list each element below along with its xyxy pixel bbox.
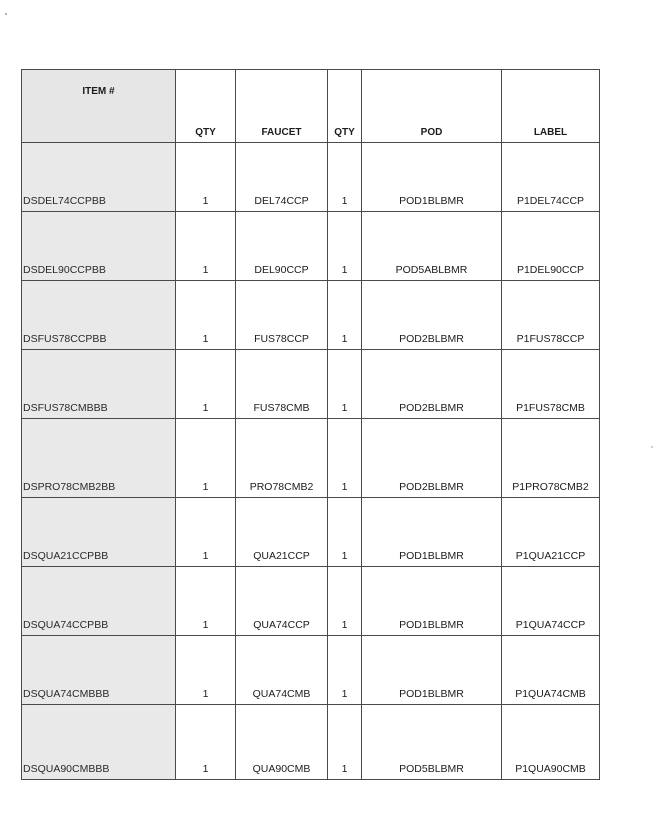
cell-qty: 1 [176,143,236,212]
column-header-item: ITEM # [22,70,176,143]
cell-faucet: QUA90CMB [236,705,328,780]
cell-qty: 1 [176,350,236,419]
column-header-qty: QTY [328,70,362,143]
cell-qty: 1 [328,705,362,780]
cell-pod: POD1BLBMR [362,567,502,636]
cell-pod: POD2BLBMR [362,350,502,419]
cell-pod: POD5ABLBMR [362,212,502,281]
table-row [22,636,600,705]
table-row [22,567,600,636]
cell-label: P1DEL90CCP [502,212,600,281]
table-row [22,281,600,350]
cell-qty: 1 [328,143,362,212]
cell-item: DSDEL74CCPBB [22,143,176,212]
cell-qty: 1 [328,567,362,636]
cell-qty: 1 [176,567,236,636]
cell-pod: POD1BLBMR [362,636,502,705]
cell-label: P1QUA74CMB [502,636,600,705]
table-row [22,498,600,567]
cell-faucet: FUS78CCP [236,281,328,350]
cell-qty: 1 [176,212,236,281]
cell-qty: 1 [328,498,362,567]
scan-speck [5,13,7,15]
cell-faucet: PRO78CMB2 [236,419,328,498]
cell-label: P1FUS78CCP [502,281,600,350]
column-header-faucet: FAUCET [236,70,328,143]
cell-faucet: DEL90CCP [236,212,328,281]
cell-item: DSFUS78CCPBB [22,281,176,350]
cell-pod: POD2BLBMR [362,419,502,498]
table-row [22,705,600,780]
header-row [22,70,600,143]
table-row [22,419,600,498]
cell-label: P1QUA21CCP [502,498,600,567]
cell-label: P1QUA74CCP [502,567,600,636]
cell-faucet: FUS78CMB [236,350,328,419]
cell-qty: 1 [328,281,362,350]
cell-label: P1PRO78CMB2 [502,419,600,498]
cell-item: DSQUA90CMBBB [22,705,176,780]
cell-faucet: QUA21CCP [236,498,328,567]
item-table [21,69,600,780]
column-header-label: LABEL [502,70,600,143]
cell-pod: POD2BLBMR [362,281,502,350]
cell-qty: 1 [176,498,236,567]
column-header-qty: QTY [176,70,236,143]
cell-pod: POD1BLBMR [362,498,502,567]
cell-item: DSFUS78CMBBB [22,350,176,419]
cell-faucet: QUA74CCP [236,567,328,636]
cell-qty: 1 [176,705,236,780]
table-row [22,350,600,419]
table-row [22,143,600,212]
cell-item: DSQUA21CCPBB [22,498,176,567]
cell-label: P1QUA90CMB [502,705,600,780]
cell-label: P1DEL74CCP [502,143,600,212]
cell-qty: 1 [328,636,362,705]
cell-qty: 1 [176,281,236,350]
cell-item: DSPRO78CMB2BB [22,419,176,498]
cell-qty: 1 [176,419,236,498]
cell-qty: 1 [328,419,362,498]
cell-faucet: DEL74CCP [236,143,328,212]
cell-label: P1FUS78CMB [502,350,600,419]
cell-item: DSQUA74CCPBB [22,567,176,636]
cell-item: DSQUA74CMBBB [22,636,176,705]
column-header-pod: POD [362,70,502,143]
cell-pod: POD1BLBMR [362,143,502,212]
table-row [22,212,600,281]
cell-faucet: QUA74CMB [236,636,328,705]
cell-qty: 1 [328,350,362,419]
cell-qty: 1 [176,636,236,705]
cell-item: DSDEL90CCPBB [22,212,176,281]
cell-qty: 1 [328,212,362,281]
scan-speck [651,446,653,448]
cell-pod: POD5BLBMR [362,705,502,780]
